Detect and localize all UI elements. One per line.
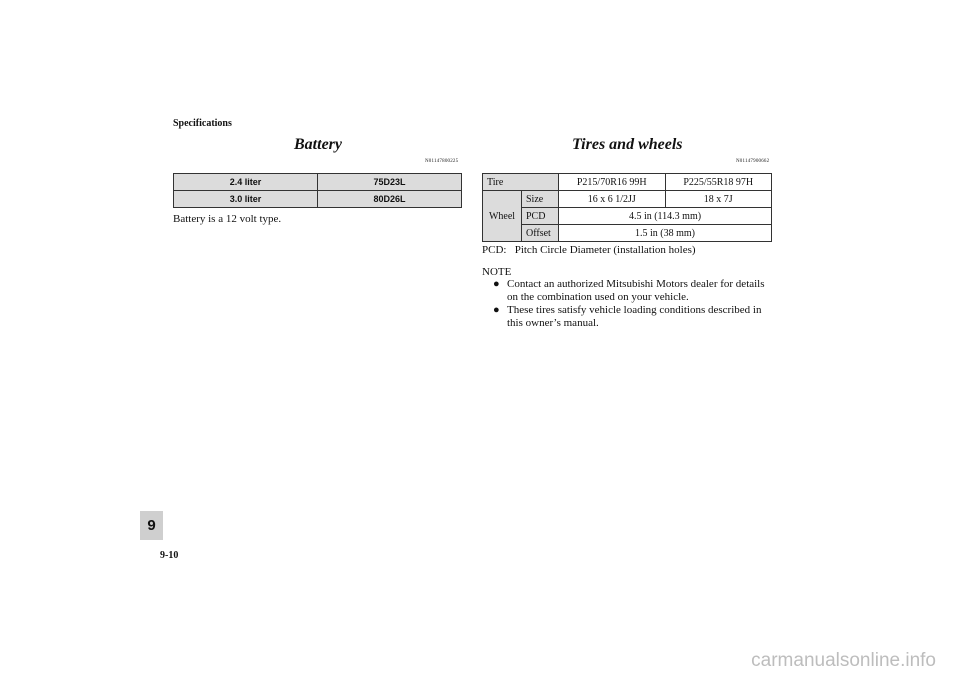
note-list <box>493 278 773 330</box>
bullet-icon: ● <box>493 278 500 290</box>
battery-engine-cell: 3.0 liter <box>174 191 318 208</box>
pcd-label-cell: PCD <box>522 208 559 225</box>
battery-row <box>174 191 462 208</box>
tire-value-cell: P225/55R18 97H <box>665 174 772 191</box>
note-item <box>493 278 773 304</box>
battery-row <box>174 174 462 191</box>
wheel-size-row <box>483 191 772 208</box>
offset-label-cell: Offset <box>522 225 559 242</box>
wheel-offset-row <box>483 225 772 242</box>
bullet-icon: ● <box>493 304 500 316</box>
size-value-cell: 16 x 6 1/2JJ <box>559 191 666 208</box>
tires-ref-code: N01147900662 <box>736 159 770 164</box>
note-heading: NOTE <box>482 266 512 278</box>
battery-note: Battery is a 12 volt type. <box>173 213 282 225</box>
tire-value-cell: P215/70R16 99H <box>559 174 666 191</box>
size-value-cell: 18 x 7J <box>665 191 772 208</box>
tire-label-cell: Tire <box>483 174 559 191</box>
tires-table <box>482 173 772 242</box>
size-label-cell: Size <box>522 191 559 208</box>
battery-model-cell: 80D26L <box>318 191 462 208</box>
section-header: Specifications <box>173 118 232 129</box>
wheel-pcd-row <box>483 208 772 225</box>
pcd-footnote: PCD: Pitch Circle Diameter (installation holes) <box>482 244 696 256</box>
page-number: 9-10 <box>160 550 179 561</box>
offset-value-cell: 1.5 in (38 mm) <box>559 225 772 242</box>
note-text: These tires satisfy vehicle loading conditions described in this owner’s manual. <box>507 304 762 329</box>
tires-title: Tires and wheels <box>572 136 683 153</box>
battery-title: Battery <box>294 136 342 153</box>
battery-table <box>173 173 462 208</box>
battery-ref-code: N01147800225 <box>425 159 459 164</box>
battery-engine-cell: 2.4 liter <box>174 174 318 191</box>
battery-model-cell: 75D23L <box>318 174 462 191</box>
watermark: carmanualsonline.info <box>751 650 936 671</box>
chapter-tab: 9 <box>140 511 163 540</box>
note-item <box>493 304 773 330</box>
pcd-value-cell: 4.5 in (114.3 mm) <box>559 208 772 225</box>
wheel-label-cell: Wheel <box>483 191 522 242</box>
note-text: Contact an authorized Mitsubishi Motors dealer for details on the combination used on your vehicle. <box>507 278 765 303</box>
tire-row <box>483 174 772 191</box>
